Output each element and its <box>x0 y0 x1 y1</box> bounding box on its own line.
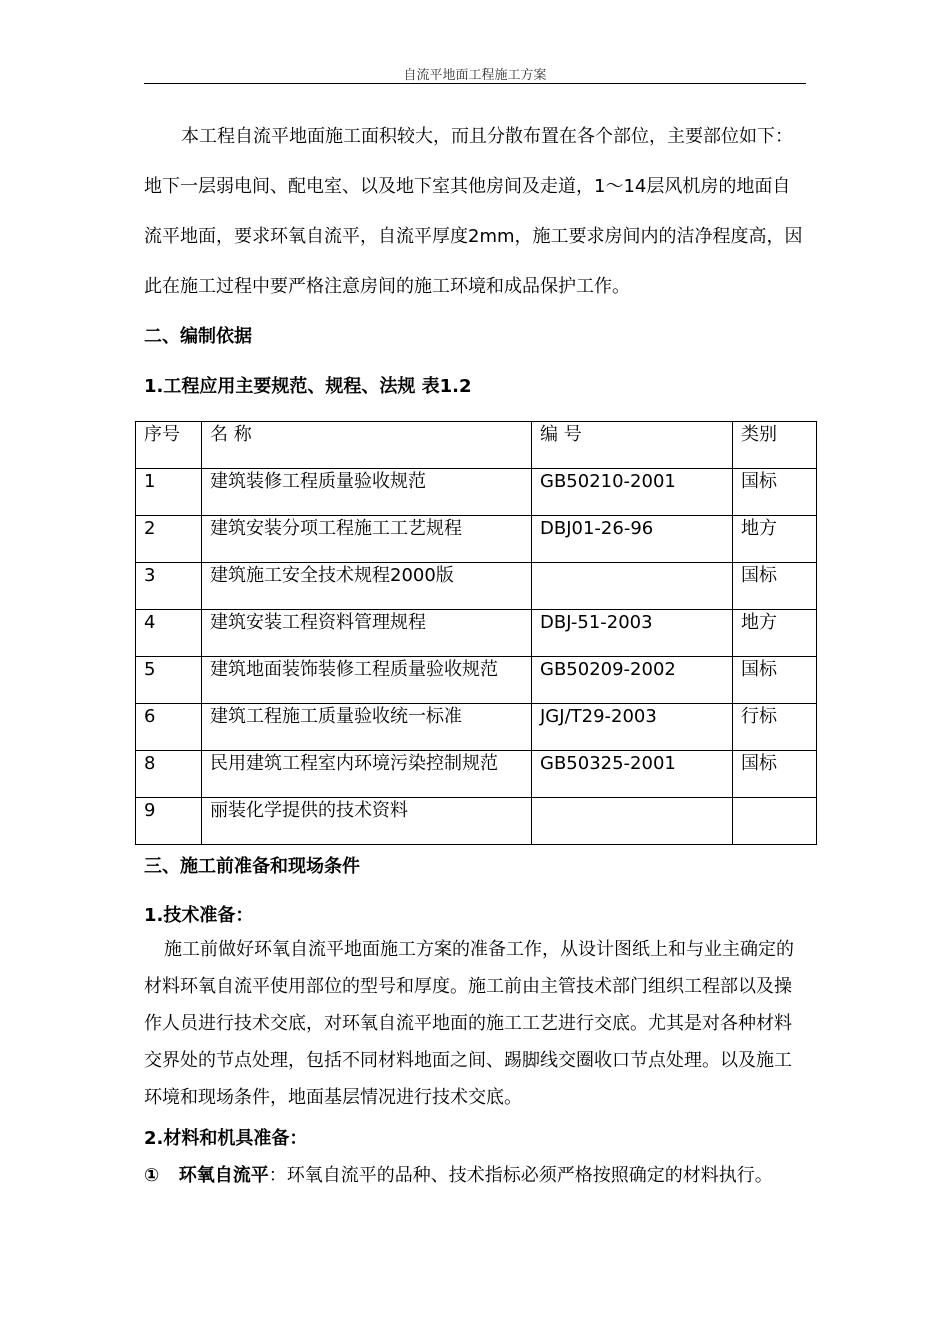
cell-name: 丽装化学提供的技术资料 <box>202 798 532 845</box>
header-cell-category: 类别 <box>733 422 817 469</box>
section3-sub1: 1.技术准备： <box>144 905 254 926</box>
cell-index: 6 <box>136 704 202 751</box>
header-cell-name: 名 称 <box>202 422 532 469</box>
cell-category: 国标 <box>733 563 817 610</box>
cell-index: 2 <box>136 516 202 563</box>
cell-index: 4 <box>136 610 202 657</box>
cell-code <box>532 798 733 845</box>
header-rule <box>144 83 806 84</box>
table-row <box>136 751 817 798</box>
cell-name: 建筑地面装饰装修工程质量验收规范 <box>202 657 532 704</box>
cell-index: 5 <box>136 657 202 704</box>
cell-code <box>532 563 733 610</box>
cell-category: 国标 <box>733 469 817 516</box>
page-header-title: 自流平地面工程施工方案 <box>403 68 547 83</box>
section3-sub2: 2.材料和机具准备： <box>144 1128 308 1149</box>
cell-code: DBJ01-26-96 <box>532 516 733 563</box>
section3-paragraph <box>144 931 808 1116</box>
cell-code: GB50325-2001 <box>532 751 733 798</box>
table-row <box>136 563 817 610</box>
cell-category: 地方 <box>733 610 817 657</box>
cell-category <box>733 798 817 845</box>
table-row <box>136 657 817 704</box>
section2-heading: 二、编制依据 <box>144 326 252 347</box>
header-cell-index: 序号 <box>136 422 202 469</box>
item-marker: ① <box>144 1165 160 1186</box>
table-row <box>136 704 817 751</box>
cell-name: 建筑施工安全技术规程2000版 <box>202 563 532 610</box>
cell-index: 9 <box>136 798 202 845</box>
cell-name: 建筑安装工程资料管理规程 <box>202 610 532 657</box>
material-item-1 <box>144 1161 773 1187</box>
table-header-row <box>136 422 817 469</box>
cell-code: GB50210-2001 <box>532 469 733 516</box>
cell-name: 民用建筑工程室内环境污染控制规范 <box>202 751 532 798</box>
cell-category: 国标 <box>733 751 817 798</box>
table-row <box>136 610 817 657</box>
cell-index: 8 <box>136 751 202 798</box>
cell-name: 建筑装修工程质量验收规范 <box>202 469 532 516</box>
table-row <box>136 469 817 516</box>
standards-table <box>135 421 817 845</box>
cell-category: 行标 <box>733 704 817 751</box>
cell-code: DBJ-51-2003 <box>532 610 733 657</box>
table-row <box>136 798 817 845</box>
intro-paragraph: 本工程自流平地面施工面积较大，而且分散布置在各个部位，主要部位如下：地下一层弱电间、配电室、以及地下室其他房间及走道，1～14层风机房的地面自流平地面，要求环氧自流平，自流平厚度2mm，施工要求房间内的洁净程度高，因此在施工过程中要严格注意房间的施工环境和成品保护工作。 <box>144 126 803 297</box>
cell-code: JGJ/T29-2003 <box>532 704 733 751</box>
cell-name: 建筑工程施工质量验收统一标准 <box>202 704 532 751</box>
item-text: ：环氧自流平的品种、技术指标必须严格按照确定的材料执行。 <box>268 1165 773 1186</box>
cell-index: 1 <box>136 469 202 516</box>
tech-prep-text: 施工前做好环氧自流平地面施工方案的准备工作，从设计图纸上和与业主确定的材料环氧自流平使用部位的型号和厚度。施工前由主管技术部门组织工程部以及操作人员进行技术交底，对环氧自流平地面的施工工艺进行交底。尤其是对各种材料交界处的节点处理，包括不同材料地面之间、踢脚线交圈收口节点处理。以及施工环境和现场条件，地面基层情况进行技术交底。 <box>144 939 794 1108</box>
item-term: 环氧自流平 <box>178 1165 269 1186</box>
cell-category: 地方 <box>733 516 817 563</box>
table-row <box>136 516 817 563</box>
section3-heading: 三、施工前准备和现场条件 <box>144 856 360 877</box>
cell-index: 3 <box>136 563 202 610</box>
section2-subheading: 1.工程应用主要规范、规程、法规 表1.2 <box>144 376 472 397</box>
cell-category: 国标 <box>733 657 817 704</box>
header-cell-code: 编 号 <box>532 422 733 469</box>
cell-code: GB50209-2002 <box>532 657 733 704</box>
cell-name: 建筑安装分项工程施工工艺规程 <box>202 516 532 563</box>
